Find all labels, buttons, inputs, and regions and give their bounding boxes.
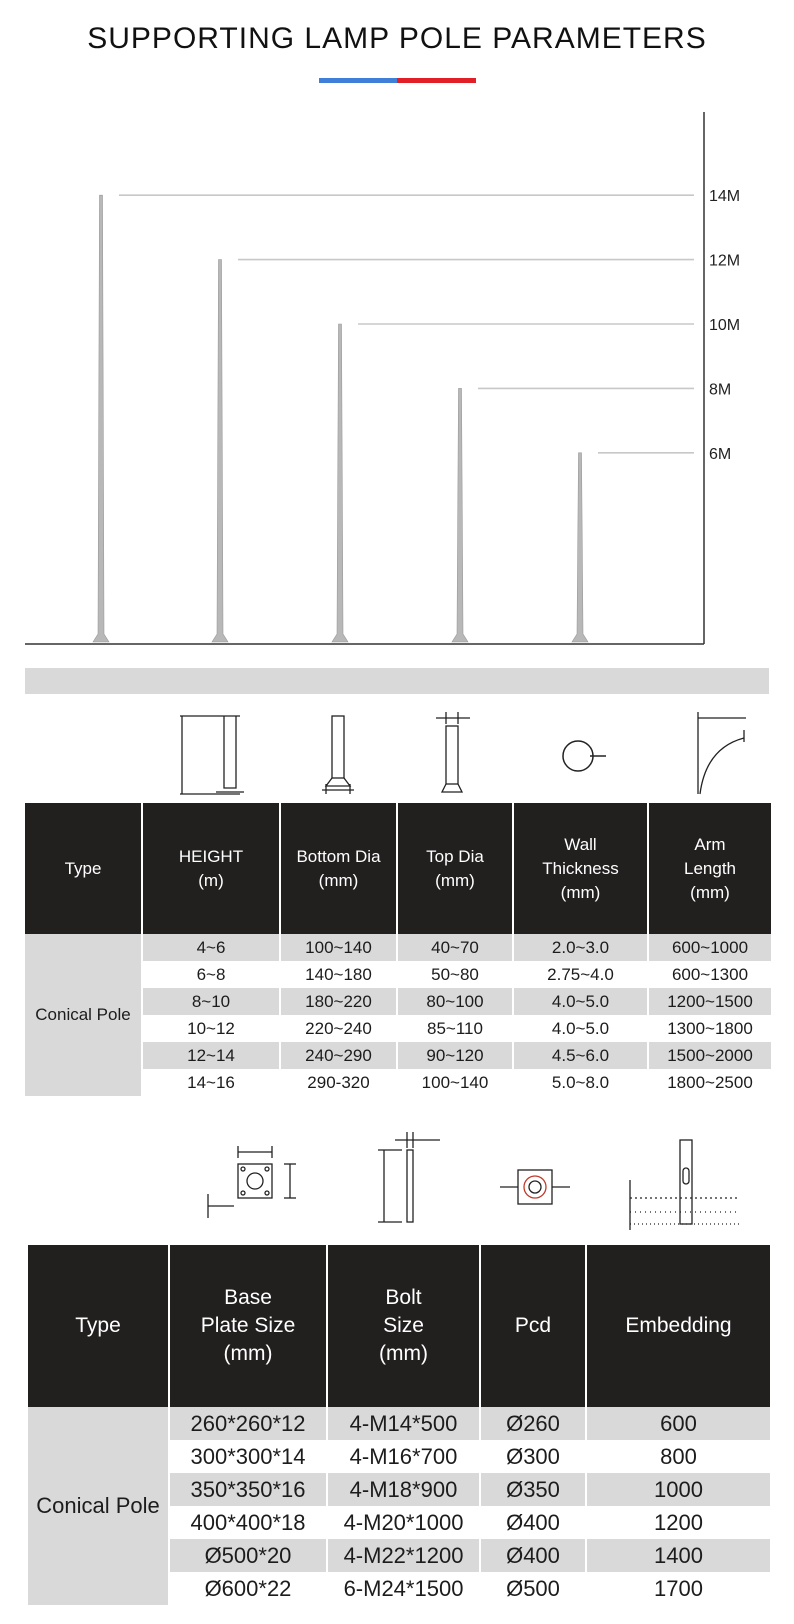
table-cell: Ø400 (480, 1539, 586, 1572)
header-height: HEIGHT (m) (142, 803, 280, 934)
height-label: 10M (709, 317, 741, 334)
table-cell: Ø500*20 (169, 1539, 327, 1572)
table-cell: 100~140 (280, 934, 397, 961)
table-cell: Ø600*22 (169, 1572, 327, 1605)
table-cell: 14~16 (142, 1069, 280, 1096)
table-cell: 100~140 (397, 1069, 513, 1096)
header-bolt-size: Bolt Size (mm) (327, 1245, 480, 1407)
table-cell: 8~10 (142, 988, 280, 1015)
table-cell: 1200~1500 (648, 988, 771, 1015)
table-cell: 600 (586, 1407, 770, 1440)
table-cell: 4.5~6.0 (513, 1042, 648, 1069)
header-embedding: Embedding (586, 1245, 770, 1407)
table-cell: 40~70 (397, 934, 513, 961)
table-cell: 2.75~4.0 (513, 961, 648, 988)
table-cell: Ø260 (480, 1407, 586, 1440)
table-cell: 4-M16*700 (327, 1440, 480, 1473)
table-cell: 4.0~5.0 (513, 1015, 648, 1042)
table-cell: 4-M18*900 (327, 1473, 480, 1506)
table-cell: 260*260*12 (169, 1407, 327, 1440)
header-base-plate-size: Base Plate Size (mm) (169, 1245, 327, 1407)
height-label: 8M (709, 381, 732, 399)
table-cell: Ø350 (480, 1473, 586, 1506)
table-cell: 4-M22*1200 (327, 1539, 480, 1572)
table-cell: 5.0~8.0 (513, 1069, 648, 1096)
header-pcd: Pcd (480, 1245, 586, 1407)
table-cell: Ø500 (480, 1572, 586, 1605)
table-cell: 800 (586, 1440, 770, 1473)
height-label: 14M (709, 188, 741, 206)
header-top-dia: Top Dia (mm) (397, 803, 513, 934)
height-label: 12M (709, 252, 741, 270)
table-cell: 400*400*18 (169, 1506, 327, 1539)
table-cell: 600~1000 (648, 934, 771, 961)
table-cell: 240~290 (280, 1042, 397, 1069)
height-label: 6M (709, 445, 732, 463)
table-cell: 290-320 (280, 1069, 397, 1096)
table-cell: 50~80 (397, 961, 513, 988)
table-cell: 4-M20*1000 (327, 1506, 480, 1539)
type-cell: Conical Pole (28, 1407, 169, 1605)
table-cell: 85~110 (397, 1015, 513, 1042)
table-cell: Ø300 (480, 1440, 586, 1473)
pcd-icon (500, 1170, 570, 1204)
table-cell: 80~100 (397, 988, 513, 1015)
table-cell: 300*300*14 (169, 1440, 327, 1473)
table-cell: 1000 (586, 1473, 770, 1506)
table-cell: 2.0~3.0 (513, 934, 648, 961)
table-cell: 350*350*16 (169, 1473, 327, 1506)
table-cell: 4~6 (142, 934, 280, 961)
table-cell: 6~8 (142, 961, 280, 988)
table-cell: 1300~1800 (648, 1015, 771, 1042)
bolt-size-icon (378, 1132, 440, 1222)
base-plate-table (28, 1245, 770, 1605)
table-cell: 600~1300 (648, 961, 771, 988)
header-arm-length: Arm Length (mm) (648, 803, 771, 934)
table-cell: Ø400 (480, 1506, 586, 1539)
table-cell: 1700 (586, 1572, 770, 1605)
type-cell: Conical Pole (25, 934, 142, 1096)
header-type: Type (28, 1245, 169, 1407)
table-cell: 1400 (586, 1539, 770, 1572)
table-cell: 10~12 (142, 1015, 280, 1042)
table-cell: 1800~2500 (648, 1069, 771, 1096)
table-cell: 1500~2000 (648, 1042, 771, 1069)
table-cell: 180~220 (280, 988, 397, 1015)
table-cell: 4-M14*500 (327, 1407, 480, 1440)
table-cell: 6-M24*1500 (327, 1572, 480, 1605)
table-cell: 12~14 (142, 1042, 280, 1069)
header-wall-thickness: Wall Thickness (mm) (513, 803, 648, 934)
header-bottom-dia: Bottom Dia (mm) (280, 803, 397, 934)
table-cell: 220~240 (280, 1015, 397, 1042)
table-cell: 90~120 (397, 1042, 513, 1069)
table-cell: 1200 (586, 1506, 770, 1539)
table-header-row (28, 1245, 770, 1407)
table-cell: 4.0~5.0 (513, 988, 648, 1015)
header-type: Type (25, 803, 142, 934)
page-title: SUPPORTING LAMP POLE PARAMETERS (87, 22, 707, 55)
embedding-icon (630, 1140, 740, 1230)
table-cell: 140~180 (280, 961, 397, 988)
table-row (28, 1407, 770, 1440)
base-plate-icon (208, 1146, 296, 1218)
